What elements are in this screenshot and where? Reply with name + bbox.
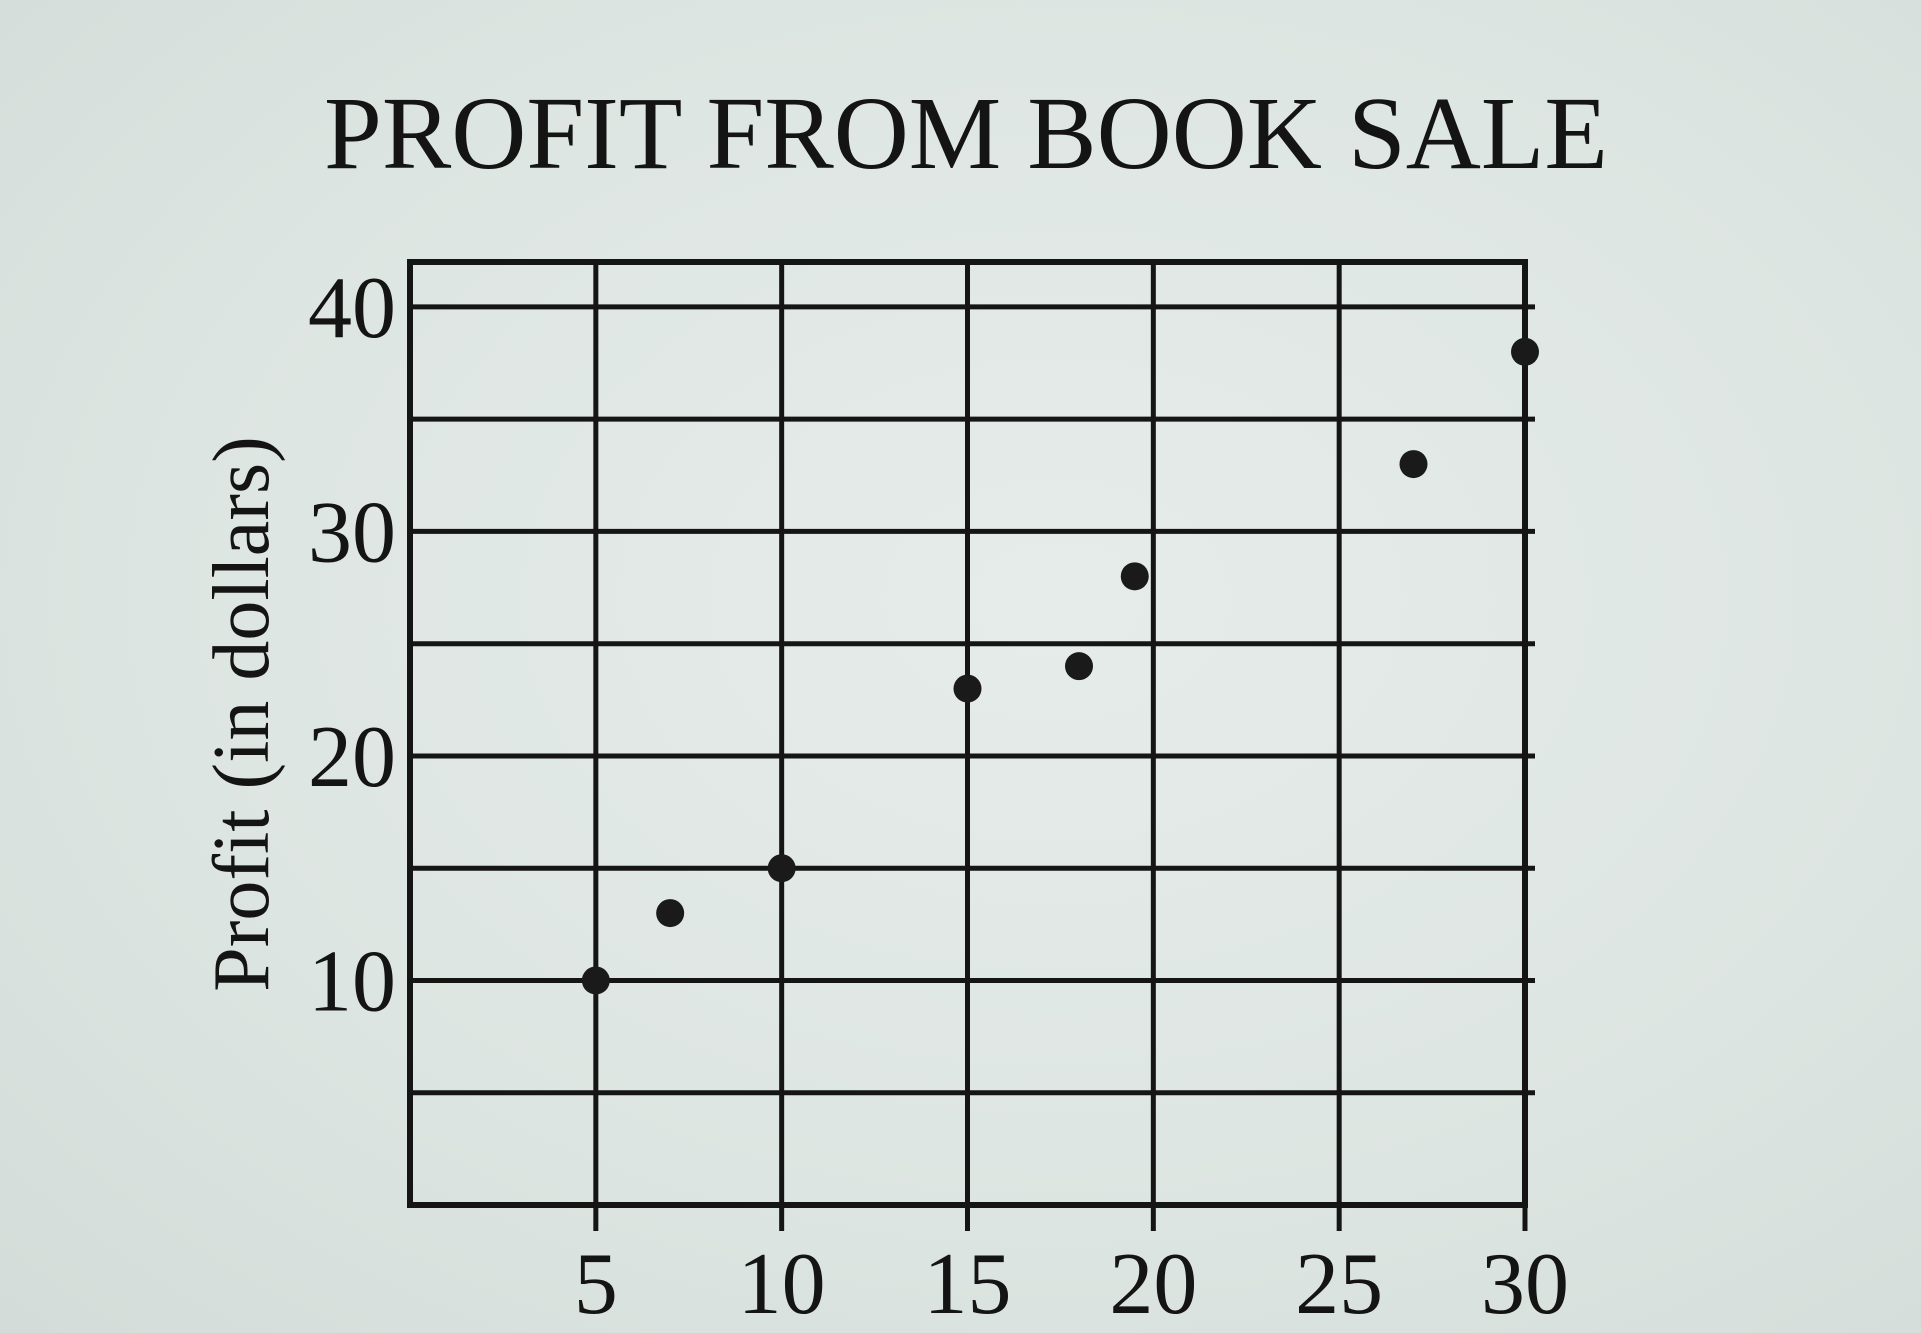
- chart-title: PROFIT FROM BOOK SALE: [324, 76, 1608, 191]
- x-tick-label-30: 30: [1481, 1236, 1569, 1333]
- x-tick-label-5: 5: [573, 1236, 618, 1333]
- data-point-0-6: [1400, 450, 1428, 478]
- data-point-0-1: [656, 899, 684, 927]
- y-tick-label-20: 20: [308, 708, 396, 806]
- data-point-0-7: [1511, 338, 1539, 366]
- data-point-0-2: [768, 854, 796, 882]
- y-tick-label-40: 40: [308, 259, 396, 357]
- y-tick-label-10: 10: [308, 933, 396, 1031]
- x-tick-label-10: 10: [737, 1236, 826, 1333]
- y-tick-labels: [308, 260, 396, 1031]
- x-tick-label-20: 20: [1109, 1236, 1198, 1333]
- grid-lines: [410, 262, 1535, 1231]
- y-axis-label: Profit (in dollars): [198, 436, 286, 992]
- data-point-0-0: [582, 966, 610, 994]
- x-tick-label-15: 15: [923, 1236, 1012, 1333]
- data-point-0-3: [954, 675, 982, 703]
- data-point-0-5: [1121, 562, 1149, 590]
- data-point-0-4: [1065, 652, 1093, 680]
- data-points: [582, 338, 1539, 995]
- y-tick-label-30: 30: [308, 484, 396, 582]
- x-tick-label-25: 25: [1295, 1236, 1384, 1333]
- x-tick-labels: [574, 1236, 1569, 1333]
